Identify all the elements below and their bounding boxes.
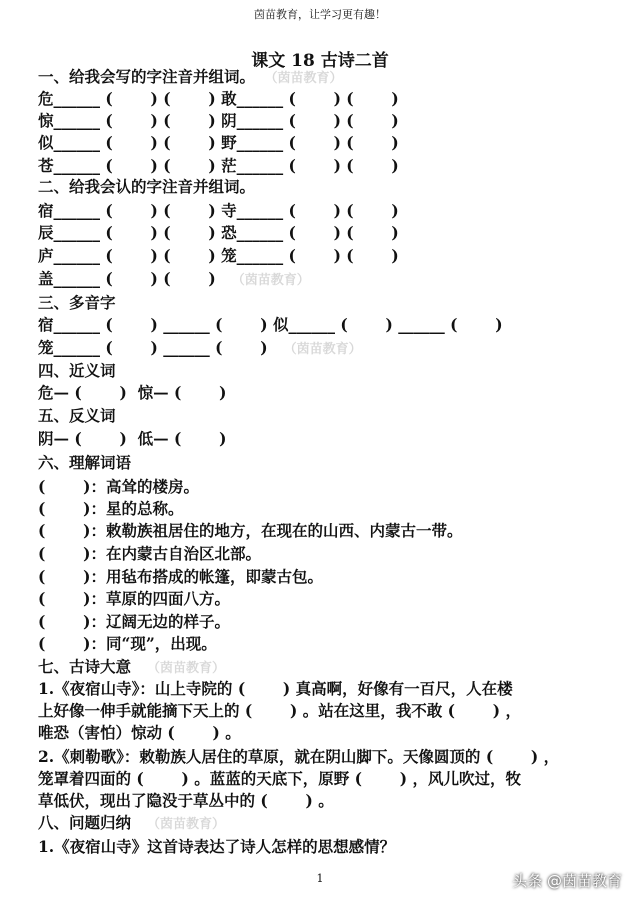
worksheet-line <box>38 520 462 542</box>
worksheet-line <box>38 611 230 633</box>
brand-watermark: 头条 @茵苗教育 <box>512 872 622 890</box>
worksheet-line <box>38 722 241 744</box>
worksheet-line <box>38 498 183 520</box>
line-text: 四、近义词 <box>38 361 116 380</box>
line-text: 苍______ ( ) ( ) 茫______ ( ) ( ) <box>38 156 399 175</box>
worksheet-line <box>38 360 116 382</box>
worksheet-line <box>38 452 131 474</box>
line-text: 宿______ ( ) ( ) 寺______ ( ) ( ) <box>38 201 399 220</box>
line-text: 危— ( ) 惊— ( ) <box>38 383 227 402</box>
watermark-text: （茵苗教育） <box>147 817 226 832</box>
worksheet-line <box>38 405 116 427</box>
worksheet-line <box>38 337 362 359</box>
watermark-text: （茵苗教育） <box>283 342 362 357</box>
line-text: 2.《刺勒歌》：敕勒族人居住的草原，就在阴山脚下。天像圆顶的 ( ) ， <box>38 747 560 766</box>
worksheet-line <box>38 746 559 768</box>
line-text: ( )：同“现”，出现。 <box>38 634 217 653</box>
worksheet-line <box>38 656 225 678</box>
line-text: 1.《夜宿山寺》这首诗表达了诗人怎样的思想感情？ <box>38 837 396 856</box>
worksheet-line <box>38 678 513 700</box>
worksheet-line <box>38 292 116 314</box>
line-text: 阴— ( ) 低— ( ) <box>38 429 227 448</box>
worksheet-line <box>38 790 334 812</box>
watermark-text: （茵苗教育） <box>231 273 310 288</box>
worksheet-line <box>38 155 399 177</box>
worksheet-line <box>38 836 395 858</box>
line-text: 宿______ ( ) ______ ( ) 似______ ( ) ______ ( ) <box>38 315 503 334</box>
line-text: ( )：草原的四面八方。 <box>38 589 230 608</box>
line-text: ( )：在内蒙古自治区北部。 <box>38 544 261 563</box>
line-text: ( )：用毡布搭成的帐篷，即蒙古包。 <box>38 567 323 586</box>
line-text: ( )：敕勒族祖居住的地方，在现在的山西、内蒙古一带。 <box>38 521 463 540</box>
line-text: 辰______ ( ) ( ) 恐______ ( ) ( ) <box>38 223 399 242</box>
page-header: 茵苗教育，让学习更有趣！ <box>254 8 386 21</box>
worksheet-line <box>38 66 343 88</box>
line-text: 笼______ ( ) ______ ( ) <box>38 338 268 357</box>
worksheet-line <box>38 476 199 498</box>
page-number: 1 <box>316 872 324 885</box>
worksheet-line <box>38 314 503 336</box>
line-text: 一、给我会写的字注音并组词。 <box>38 67 256 86</box>
line-text: 危______ ( ) ( ) 敢______ ( ) ( ) <box>38 89 399 108</box>
line-text: ( )：星的总称。 <box>38 499 184 518</box>
worksheet-line <box>38 428 226 450</box>
line-text: 惊______ ( ) ( ) 阴______ ( ) ( ) <box>38 111 399 130</box>
worksheet-line <box>38 132 399 154</box>
line-text: 二、给我会认的字注音并组词。 <box>38 177 256 196</box>
line-text: 八、问题归纳 <box>38 813 132 832</box>
line-text: 似______ ( ) ( ) 野______ ( ) ( ) <box>38 133 399 152</box>
worksheet-line <box>38 176 255 198</box>
line-text: 七、古诗大意 <box>38 657 132 676</box>
line-text: ( )：高耸的楼房。 <box>38 477 199 496</box>
line-text: 盖______ ( ) ( ) <box>38 269 216 288</box>
line-text: 庐______ ( ) ( ) 笼______ ( ) ( ) <box>38 246 399 265</box>
line-text: 六、理解词语 <box>38 453 132 472</box>
line-text: ( )：辽阔无边的样子。 <box>38 612 230 631</box>
worksheet-line <box>38 110 399 132</box>
line-text: 上好像一伸手就能摘下天上的 ( ) 。站在这里，我不敢 ( ) ， <box>38 701 521 720</box>
worksheet-line <box>38 268 310 290</box>
line-text: 唯恐（害怕）惊动 ( ) 。 <box>38 723 241 742</box>
worksheet-line <box>38 222 399 244</box>
line-text: 1.《夜宿山寺》：山上寺院的 ( ) 真高啊，好像有一百尺，人在楼 <box>38 679 513 698</box>
watermark-text: （茵苗教育） <box>147 661 226 676</box>
worksheet-line <box>38 812 225 834</box>
worksheet-line <box>38 245 399 267</box>
watermark-text: （茵苗教育） <box>271 71 343 86</box>
worksheet-line <box>38 768 521 790</box>
page-title: 课文 18 古诗二首 <box>251 51 389 71</box>
line-text: 三、多音字 <box>38 293 116 312</box>
worksheet-line <box>38 588 230 610</box>
worksheet-line <box>38 633 217 655</box>
line-text: 笼罩着四面的 ( ) 。蓝蓝的天底下，原野 ( ) ，风儿吹过，牧 <box>38 769 521 788</box>
line-text: 五、反义词 <box>38 406 116 425</box>
worksheet-line <box>38 88 399 110</box>
worksheet-line <box>38 200 399 222</box>
worksheet-line <box>38 700 521 722</box>
worksheet-line <box>38 382 226 404</box>
worksheet-line <box>38 566 323 588</box>
worksheet-line <box>38 543 261 565</box>
line-text: 草低伏，现出了隐没于草丛中的 ( ) 。 <box>38 791 334 810</box>
